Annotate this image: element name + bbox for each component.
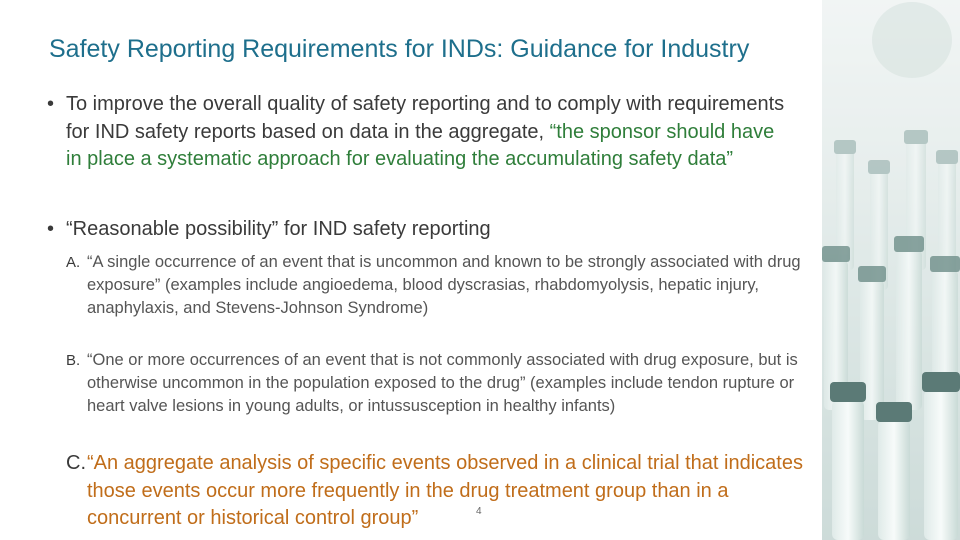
sub-item-marker: B.	[66, 352, 81, 369]
bullet-text: To improve the overall quality of safety reporting and to comply with requirements for IND safety reports based on data in the aggregate,	[66, 93, 785, 143]
bullet-highlight-quote: “the sponsor should have in place a systematic approach for evaluating the accumulating safety data”	[66, 120, 775, 170]
sub-item-marker: C.	[66, 452, 86, 474]
bullet-reasonable-possibility	[47, 216, 786, 244]
sub-item-marker: A.	[66, 254, 81, 271]
bullet-marker: •	[47, 218, 55, 240]
sub-item-c	[66, 450, 807, 533]
sub-item-text: “A single occurrence of an event that is uncommon and known to be strongly associated with drug exposure” (examples include angioedema, blood dyscrasias, rhabdomyolysis, hepatic injury, anaphylaxis, and Stevens-Johnson Syndrome)	[87, 253, 801, 317]
vials-illustration	[822, 0, 960, 540]
sub-item-a	[66, 251, 809, 320]
laboratory-vials-image	[822, 0, 960, 540]
slide-title: Safety Reporting Requirements for INDs: Guidance for Industry	[49, 35, 750, 63]
page-number: 4	[476, 506, 482, 517]
bullet-quality-reporting	[47, 91, 786, 174]
bullet-text: “Reasonable possibility” for IND safety reporting	[66, 218, 491, 240]
sub-item-text: “An aggregate analysis of specific events observed in a clinical trial that indicates those events occur more frequently in the drug treatment group than in a concurrent or historical control group”	[87, 452, 803, 529]
sub-item-b	[66, 349, 809, 418]
bullet-marker: •	[47, 93, 55, 115]
sub-item-text: “One or more occurrences of an event that is not commonly associated with drug exposure, but is otherwise uncommon in the population exposed to the drug” (examples include tendon rupture or heart valve lesions in young adults, or intussusception in healthy infants)	[87, 351, 798, 415]
